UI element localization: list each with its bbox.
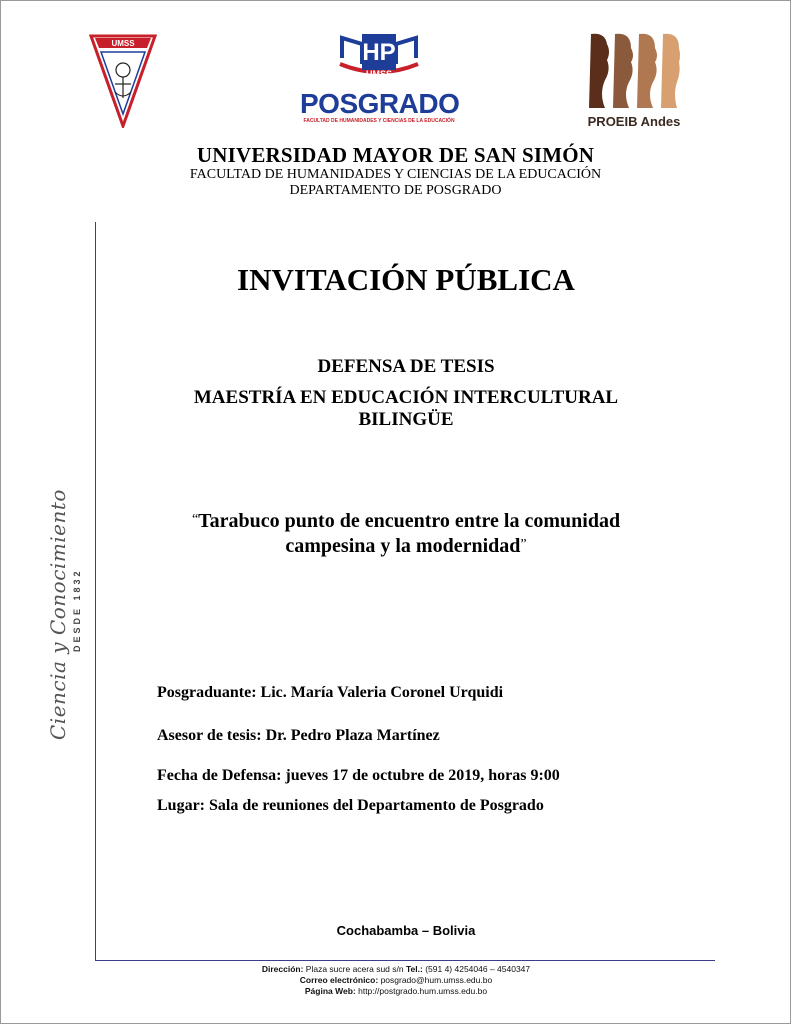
- thesis-line-1: [96, 508, 716, 533]
- defense-heading: DEFENSA DE TESIS: [317, 356, 495, 377]
- left-border-line: [95, 222, 96, 960]
- motto-vertical: Ciencia y Conocimiento: [46, 489, 70, 740]
- bottom-border-line: [95, 960, 715, 961]
- quote-open: “: [191, 512, 199, 527]
- footer-email: [96, 975, 696, 985]
- thesis-line-2-text: campesina y la modernidad: [285, 535, 521, 557]
- address-label: Dirección:: [261, 964, 304, 974]
- proeib-label: PROEIB Andes: [587, 114, 681, 129]
- university-name: UNIVERSIDAD MAYOR DE SAN SIMÓN: [196, 143, 595, 167]
- thesis-line-2: [96, 533, 716, 558]
- program-line-1: MAESTRÍA EN EDUCACIÓN INTERCULTURAL: [193, 387, 619, 408]
- posgrado-wordmark: POSGRADO: [300, 88, 460, 119]
- thesis-line-1-text: Tarabuco punto de encuentro entre la comunidad: [198, 510, 621, 532]
- city-line: Cochabamba – Bolivia: [336, 923, 476, 938]
- umss-shield-logo: [89, 34, 157, 128]
- web-value: http://postgrado.hum.umss.edu.bo: [358, 986, 488, 996]
- svg-text:HP: HP: [362, 39, 396, 66]
- posgrado-umss-label: UMSS: [365, 69, 392, 79]
- proeib-andes-logo: [585, 30, 683, 134]
- faculty-name: FACULTAD DE HUMANIDADES Y CIENCIAS DE LA EDUCACIÓN: [189, 167, 602, 182]
- since-year-vertical: DESDE 1832: [72, 568, 82, 652]
- umss-logo-label: UMSS: [111, 39, 135, 48]
- advisor-line: Asesor de tesis: Dr. Pedro Plaza Martínez: [157, 727, 440, 744]
- footer-web: [96, 986, 696, 996]
- phone-label: Tel.:: [405, 964, 423, 974]
- page-title: INVITACIÓN PÚBLICA: [237, 262, 575, 297]
- defense-date-line: Fecha de Defensa: jueves 17 de octubre de 2019, horas 9:00: [157, 767, 560, 784]
- posgrado-subtitle: FACULTAD DE HUMANIDADES Y CIENCIAS DE LA EDUCACIÓN: [303, 118, 455, 124]
- thesis-title: [96, 508, 716, 558]
- email-value: posgrado@hum.umss.edu.bo: [380, 975, 493, 985]
- posgrado-logo: [300, 30, 458, 130]
- department-name: DEPARTAMENTO DE POSGRADO: [289, 183, 502, 198]
- address-value: Plaza sucre acera sud s/n: [305, 964, 404, 974]
- phone-value: (591 4) 4254046 – 4540347: [425, 964, 531, 974]
- program-heading: [96, 387, 716, 431]
- web-label: Página Web:: [304, 986, 356, 996]
- place-line: Lugar: Sala de reuniones del Departamento de Posgrado: [157, 797, 544, 814]
- quote-close: ”: [520, 537, 527, 552]
- email-label: Correo electrónico:: [299, 975, 379, 985]
- graduate-line: Posgraduante: Lic. María Valeria Coronel Urquidi: [157, 684, 504, 701]
- footer-address: [96, 964, 696, 974]
- program-line-2: BILINGÜE: [358, 409, 454, 430]
